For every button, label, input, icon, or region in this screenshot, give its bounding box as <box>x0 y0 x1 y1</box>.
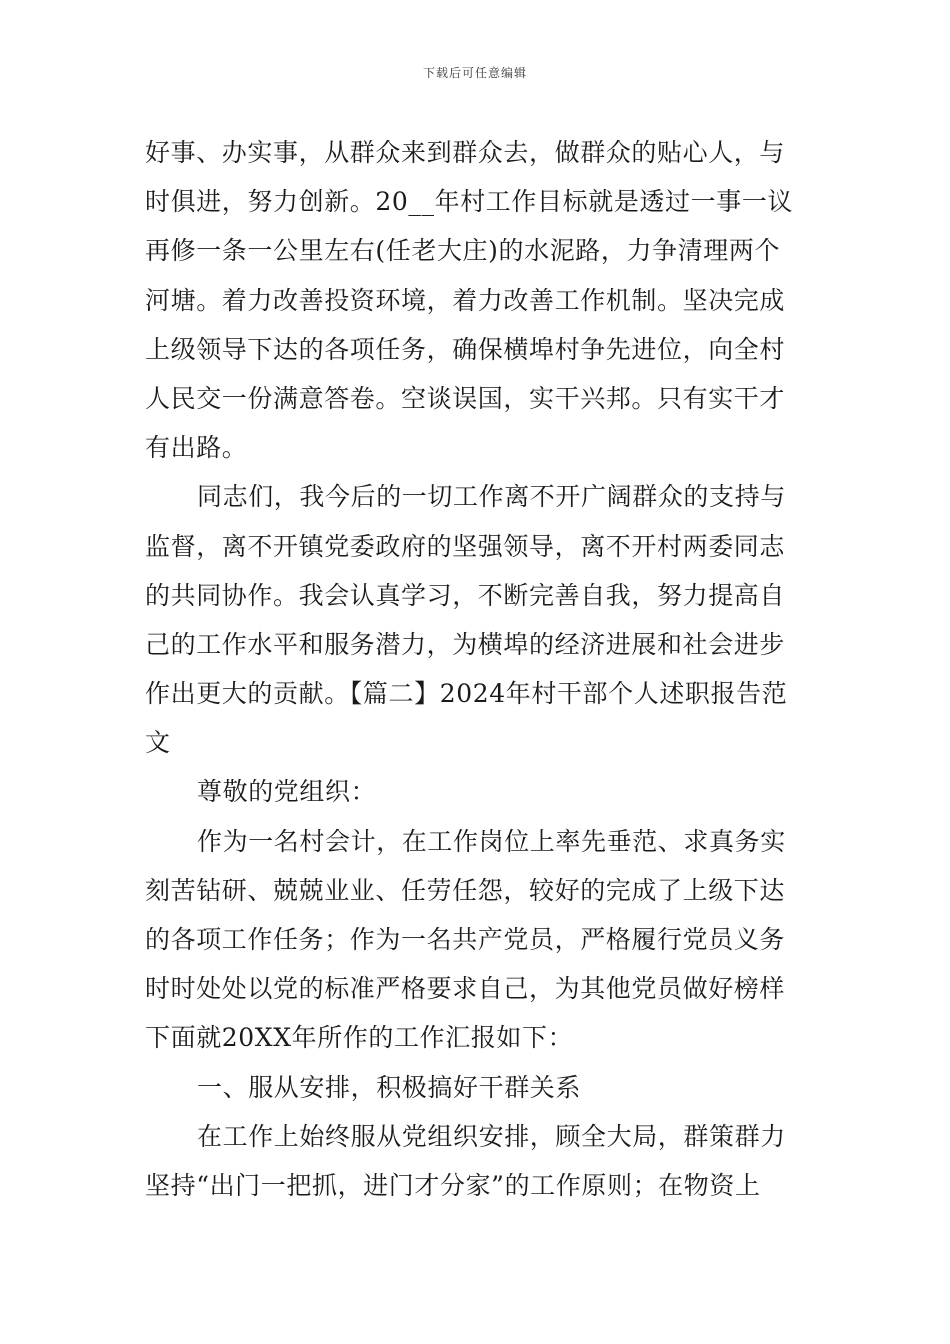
section-heading: 一、服从安排，积极搞好干群关系 <box>197 1072 582 1102</box>
text-line: 刻苦钻研、兢兢业业、任劳任怨，较好的完成了上级下达 <box>145 875 786 905</box>
text-line: 好事、办实事，从群众来到群众去，做群众的贴心人，与 <box>145 138 786 167</box>
text-line: 作出更大的贡献。【篇二】2024年村干部个人述职报告范 <box>145 679 788 709</box>
text-line: 人民交一份满意答卷。空谈误国，实干兴邦。只有实干才 <box>145 383 786 413</box>
text-line: 的各项工作任务；作为一名共产党员，严格履行党员义务 <box>145 925 786 954</box>
text-line: 下面就20XX年所作的工作汇报如下： <box>145 1023 574 1053</box>
text-line: 有出路。 <box>145 433 248 463</box>
header-note: 下载后可任意编辑 <box>422 66 527 80</box>
text-line: 监督，离不开镇党委政府的坚强领导，离不开村两委同志 <box>145 531 786 561</box>
text-line: 再修一条一公里左右(任老大庄)的水泥路，力争清理两个 <box>145 236 781 266</box>
text-line: 文 <box>145 728 171 758</box>
text-line: 上级领导下达的各项任务，确保横埠村争先进位，向全村 <box>145 334 786 364</box>
text-line: 己的工作水平和服务潜力，为横埠的经济进展和社会进步 <box>145 629 786 659</box>
document-body <box>145 128 807 1210</box>
paragraph-first-line: 作为一名村会计，在工作岗位上率先垂范、求真务实 <box>197 826 786 856</box>
text-line: 河塘。着力改善投资环境，着力改善工作机制。坚决完成 <box>145 285 786 315</box>
paragraph-first-line: 在工作上始终服从党组织安排，顾全大局，群策群力 <box>197 1121 786 1151</box>
text-line: 坚持“出门一把抓，进门才分家”的工作原则；在物资上 <box>145 1170 761 1200</box>
paragraph-first-line: 同志们，我今后的一切工作离不开广阔群众的支持与 <box>197 482 786 512</box>
text-line: 时时处处以党的标准严格要求自己，为其他党员做好榜样 <box>145 974 786 1004</box>
text-line: 时俱进，努力创新。20__年村工作目标就是透过一事一议 <box>145 187 794 217</box>
text-line: 的共同协作。我会认真学习，不断完善自我，努力提高自 <box>145 580 786 610</box>
salutation: 尊敬的党组织： <box>197 777 377 807</box>
